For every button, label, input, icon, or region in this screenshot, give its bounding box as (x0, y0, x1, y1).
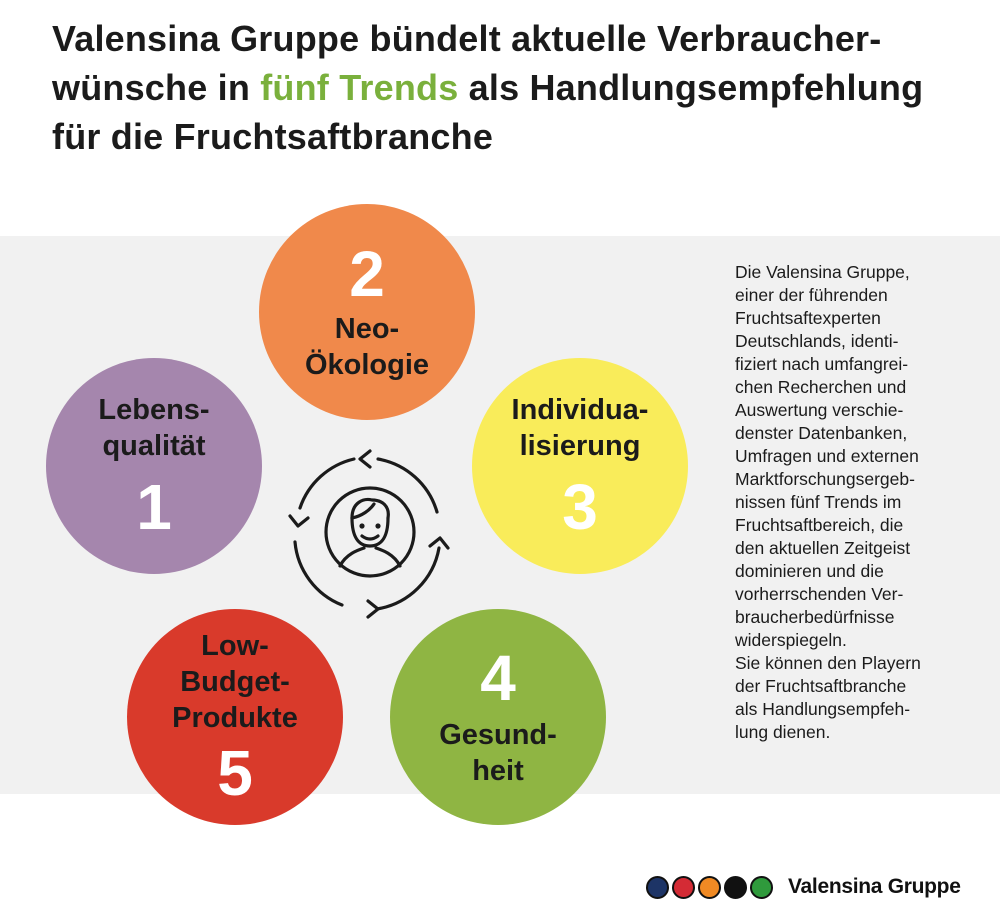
page-title (52, 14, 982, 161)
trend-circle-1 (46, 358, 262, 574)
trend-circle-4 (390, 609, 606, 825)
logo-dot-orange (698, 876, 721, 899)
trend-4-number: 4 (480, 642, 516, 714)
trend-5-label: Low- Budget- Produkte (172, 630, 298, 734)
trend-4-label: Gesund- heit (439, 719, 557, 787)
valensina-logo (646, 874, 961, 900)
trend-circle-2 (259, 204, 475, 420)
trend-5-number: 5 (217, 737, 253, 809)
logo-dot-red (672, 876, 695, 899)
title-part-1: Valensina Gruppe bündelt aktuelle Verbraucher-wünsche in (52, 18, 882, 108)
trend-1-number: 1 (136, 471, 172, 543)
logo-brand-name: Valensina Gruppe (788, 875, 961, 898)
logo-dot-black (724, 876, 747, 899)
logo-dot-green (750, 876, 773, 899)
trend-2-number: 2 (349, 238, 385, 310)
title-part-2: als Handlungsempfehlung für die Fruchtsaftbranche (52, 67, 924, 157)
person-cycle-icon (282, 446, 458, 622)
title-accent: fünf Trends (260, 67, 459, 108)
trend-1-label: Lebens- qualität (98, 394, 210, 462)
trend-2-label: Neo- Ökologie (304, 313, 430, 381)
trend-circle-3 (472, 358, 688, 574)
description-text: Die Valensina Gruppe, einer der führenden Fruchtsaftexperten Deutschlands, identi- fiziert nach umfangrei- chen Recherchen und Auswertung verschie- denster Datenbanken, Umfragen und externen Marktforschungsergeb- nissen fünf Trends im Fruchtsaftbereich, die den aktuellen Zeitgeist dominieren und die vorherrschenden Ver- braucherbedürfnisse widerspiegeln. Sie können den Playern der Fruchtsaftbranche als Handlungsempfeh- lung dienen. (735, 262, 921, 742)
trend-3-label: Individua- lisierung (511, 394, 649, 462)
trend-3-number: 3 (562, 471, 598, 543)
trend-circle-5 (127, 609, 343, 825)
logo-dot-navy (646, 876, 669, 899)
